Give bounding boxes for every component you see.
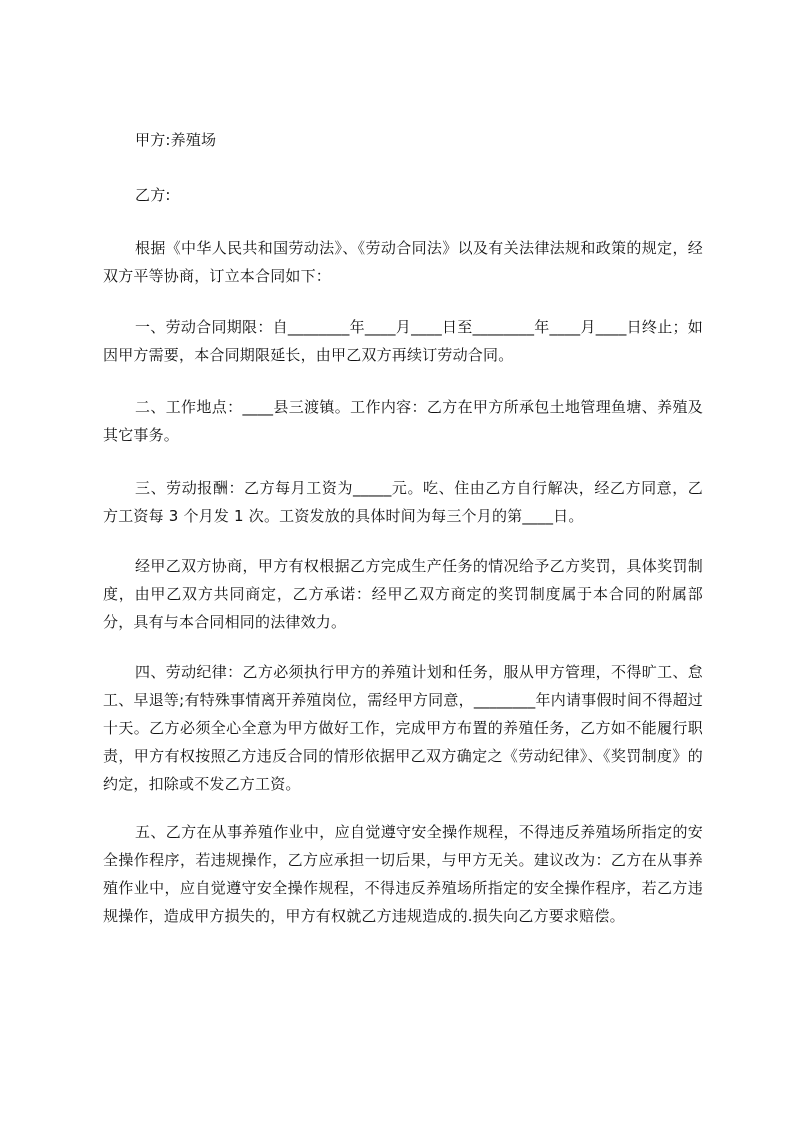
salary-clause: 三、劳动报酬：乙方每月工资为_____元。吃、住由乙方自行解决，经乙方同意，乙方工资每 3 个月发 1 次。工资发放的具体时间为每三个月的第____日。 <box>103 479 703 525</box>
labor-discipline-clause: 四、劳动纪律：乙方必须执行甲方的养殖计划和任务，服从甲方管理，不得旷工、怠工、早退等;有特殊事情离开养殖岗位，需经甲方同意，________年内请事假时间不得超过十天。乙方必须全心全意为甲方做好工作，完成甲方布置的养殖任务，乙方如不能履行职责，甲方有权按照乙方违反合同的情形依据甲乙双方确定之《劳动纪律》、《奖罚制度》的约定，扣除或不发乙方工资。 <box>103 663 703 793</box>
party-a-line: 甲方:养殖场 <box>135 131 217 149</box>
safety-clause: 五、乙方在从事养殖作业中，应自觉遵守安全操作规程，不得违反养殖场所指定的安全操作程序，若违规操作，乙方应承担一切后果，与甲方无关。建议改为：乙方在从事养殖作业中，应自觉遵守安全操作规程，不得违反养殖场所指定的安全操作程序，若乙方违规操作，造成甲方损失的，甲方有权就乙方违规造成的.损失向乙方要求赔偿。 <box>103 823 703 925</box>
contract-term-clause: 一、劳动合同期限：自________年____月____日至________年____月____日终止；如因甲方需要，本合同期限延长，由甲乙双方再续订劳动合同。 <box>103 318 703 364</box>
reward-penalty-paragraph: 经甲乙双方协商，甲方有权根据乙方完成生产任务的情况给予乙方奖罚，具体奖罚制度，由甲乙双方共同商定，乙方承诺：经甲乙双方商定的奖罚制度属于本合同的附属部分，具有与本合同相同的法律效力。 <box>103 557 703 631</box>
party-b-line: 乙方: <box>135 186 171 204</box>
work-location-clause: 二、工作地点：____县三渡镇。工作内容：乙方在甲方所承包土地管理鱼塘、养殖及其它事务。 <box>103 398 703 444</box>
intro-paragraph: 根据《中华人民共和国劳动法》、《劳动合同法》以及有关法律法规和政策的规定，经双方平等协商，订立本合同如下： <box>103 239 703 285</box>
